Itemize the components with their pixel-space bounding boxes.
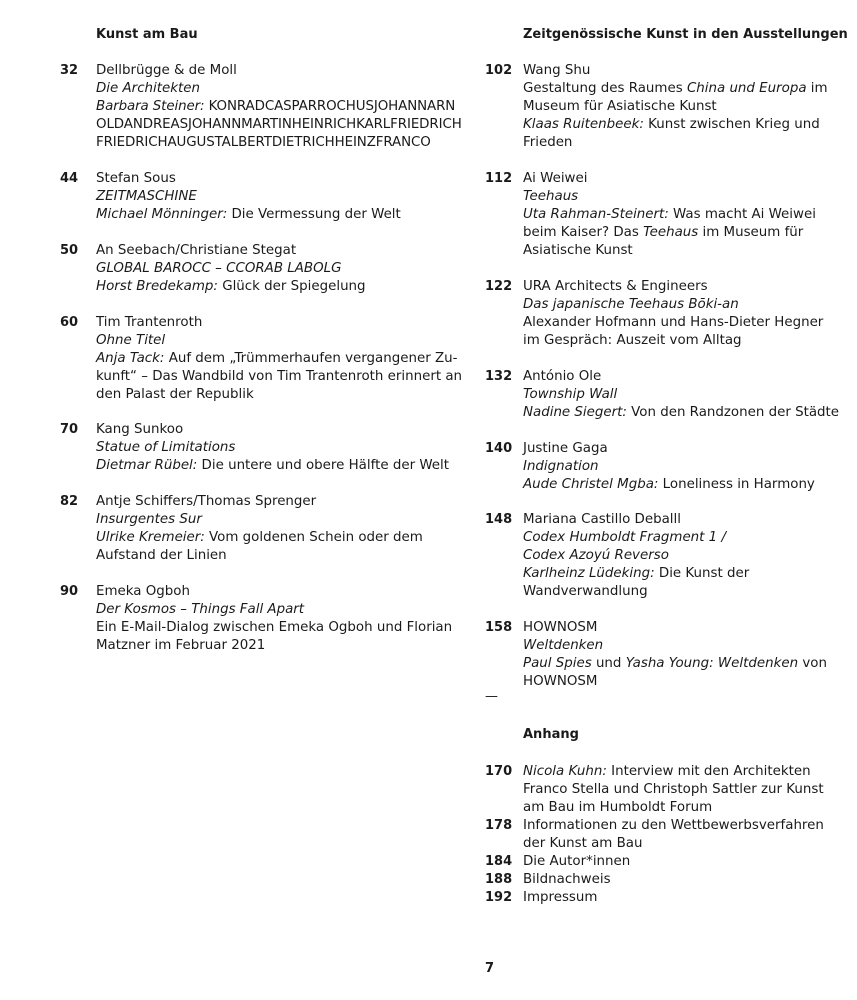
appendix-entry [485,871,845,889]
appendix-title: Informationen zu den Wettbewerbsverfahren [523,818,824,833]
essay-title-line: kunft“ – Das Wandbild von Tim Trantenroth erinnert an [96,369,463,384]
appendix-title: Impressum [523,890,598,905]
essay-author: Yasha Young: [625,656,714,671]
work-title: Statue of Limitations [96,440,236,455]
artist-name: António Ole [523,369,602,384]
essay-title-line: HOWNOSM [523,674,598,689]
page-number: 184 [485,854,513,869]
page-number: 32 [60,63,79,78]
essay-title-line: OLDANDREASJOHANNMARTINHEINRICHKARLFRIEDRICH [96,117,462,132]
essay-title-line: Aufstand der Linien [96,548,227,563]
artist-name: Tim Trantenroth [96,315,203,330]
work-title: Codex Humboldt Fragment 1 / [523,530,726,545]
essay-title: Glück der Spiegelung [217,279,366,294]
page-number: 170 [485,764,513,779]
essay-title: Loneliness in Harmony [658,477,815,492]
page-number: 90 [60,584,79,599]
essay-author: Horst Bredekamp: [96,279,218,294]
page-number: 192 [485,890,513,905]
page-number: 82 [60,494,79,509]
artist-name: Ai Weiwei [523,171,588,186]
essay-title-text: im Museum für [698,225,804,240]
essay-title-line: den Palast der Republik [96,387,254,402]
work-title-text: im [806,81,828,96]
essay-title-line: Asiatische Kunst [523,243,633,258]
appendix-title: Die Autor*innen [523,854,631,869]
page-number: 70 [60,422,79,437]
artist-name: Emeka Ogboh [96,584,190,599]
essay-title-line: am Bau im Humboldt Forum [523,800,713,815]
page-number: 50 [60,243,79,258]
essay-title-italic: Teehaus [643,225,699,240]
page-number: 102 [485,63,513,78]
essay-author: Nicola Kuhn: [523,764,607,779]
essay-title: Die untere und obere Hälfte der Welt [197,458,449,473]
work-title: Das japanische Teehaus Bōki-an [523,297,739,312]
work-title-text: Gestaltung des Raumes [523,81,687,96]
essay-title-line: Alexander Hofmann und Hans-Dieter Hegner [523,315,824,330]
essay-author: Ulrike Kremeier: [96,530,205,545]
page-number: 60 [60,315,79,330]
separator-dash: — [485,689,498,704]
toc-entry [60,493,460,565]
work-title: GLOBAL BAROCC – CCORAB LABOLG [96,261,342,276]
essay-author: Karlheinz Lüdeking: [523,566,655,581]
work-title-italic: China und Europa [686,81,807,96]
appendix-entry [485,853,845,871]
toc-entry [485,440,847,494]
artist-name: Wang Shu [523,63,591,78]
artist-name: Stefan Sous [96,171,176,186]
essay-title: Vom goldenen Schein oder dem [204,530,423,545]
essay-title: Was macht Ai Weiwei [668,207,816,222]
artist-name: Mariana Castillo Deballl [523,512,681,527]
work-title: Township Wall [523,387,618,402]
artist-name: HOWNOSM [523,620,598,635]
appendix-title: der Kunst am Bau [523,836,643,851]
work-title: Indignation [523,459,599,474]
page-number: 132 [485,369,513,384]
page-number: 188 [485,872,513,887]
work-title: Die Architekten [96,81,200,96]
essay-author: Paul Spies [523,656,592,671]
work-title: Weltdenken [523,638,604,653]
work-title: Der Kosmos – Things Fall Apart [96,602,305,617]
toc-entry [60,314,463,404]
essay-title-line: Franco Stella und Christoph Sattler zur Kunst [523,782,824,797]
toc-entry [485,368,847,422]
work-title-line: Museum für Asiatische Kunst [523,99,717,114]
page-number: 112 [485,171,513,186]
essay-title: Kunst zwischen Krieg und [643,117,820,132]
toc-entry [485,170,847,260]
essay-title: Auf dem „Trümmerhaufen vergangener Zu- [164,351,458,366]
essay-title-line: Matzner im Februar 2021 [96,638,266,653]
toc-entry [60,583,460,655]
essay-author: Aude Christel Mgba: [523,477,659,492]
toc-entry [485,62,847,152]
page-number: 158 [485,620,513,635]
appendix-entry [485,817,845,853]
toc-entry [60,421,460,475]
essay-author: Nadine Siegert: [523,405,627,420]
work-title: ZEITMASCHINE [96,189,197,204]
essay-title-line: FRIEDRICHAUGUSTALBERTDIETRICHHEINZFRANCO [96,135,431,150]
essay-title-line: Wandverwandlung [523,584,648,599]
appendix-title: Bildnachweis [523,872,611,887]
section-heading-zeitgenoessische-kunst: Zeitgenössische Kunst in den Ausstellungen [523,27,848,42]
essay-title: KONRADCASPARROCHUSJOHANNARN [204,99,456,114]
appendix-entry [485,889,845,907]
toc-entry [60,242,460,296]
essay-title-text: und [591,656,626,671]
page-number: 140 [485,441,513,456]
toc-entry [60,62,460,152]
artist-name: Antje Schiffers/Thomas Sprenger [96,494,317,509]
toc-entry [485,278,847,350]
essay-author: Barbara Steiner: [96,99,205,114]
essay-title: Die Kunst der [654,566,750,581]
essay-title-text: von [798,656,827,671]
page-number: 122 [485,279,513,294]
essay-title-italic: Weltdenken [717,656,799,671]
page-number: 44 [60,171,79,186]
toc-entry [485,619,847,691]
essay-author: Dietmar Rübel: [96,458,198,473]
toc-entry [485,511,847,601]
essay-title-line: im Gespräch: Auszeit vom Alltag [523,333,742,348]
artist-name: Justine Gaga [523,441,608,456]
page-number: 148 [485,512,513,527]
work-title: Codex Azoyú Reverso [523,548,669,563]
essay-title-text: beim Kaiser? Das [523,225,644,240]
section-heading-kunst-am-bau: Kunst am Bau [96,27,198,42]
work-title: Insurgentes Sur [96,512,202,527]
artist-name: Dellbrügge & de Moll [96,63,237,78]
artist-name: An Seebach/Christiane Stegat [96,243,297,258]
folio-page-number: 7 [485,961,495,976]
artist-name: Kang Sunkoo [96,422,184,437]
page-number: 178 [485,818,513,833]
essay-title-line: Ein E-Mail-Dialog zwischen Emeka Ogboh und Florian [96,620,453,635]
work-title: Ohne Titel [96,333,166,348]
essay-author: Uta Rahman-Steinert: [523,207,669,222]
toc-entry [60,170,460,224]
essay-author: Klaas Ruitenbeek: [523,117,644,132]
work-title: Teehaus [523,189,579,204]
appendix-entry [485,763,845,817]
essay-author: Anja Tack: [96,351,165,366]
essay-title-line: Frieden [523,135,573,150]
essay-title: Die Vermessung der Welt [227,207,401,222]
section-heading-anhang: Anhang [523,727,579,742]
essay-author: Michael Mönninger: [96,207,228,222]
essay-title: Von den Randzonen der Städte [626,405,840,420]
artist-name: URA Architects & Engineers [523,279,708,294]
essay-title: Interview mit den Architekten [606,764,811,779]
